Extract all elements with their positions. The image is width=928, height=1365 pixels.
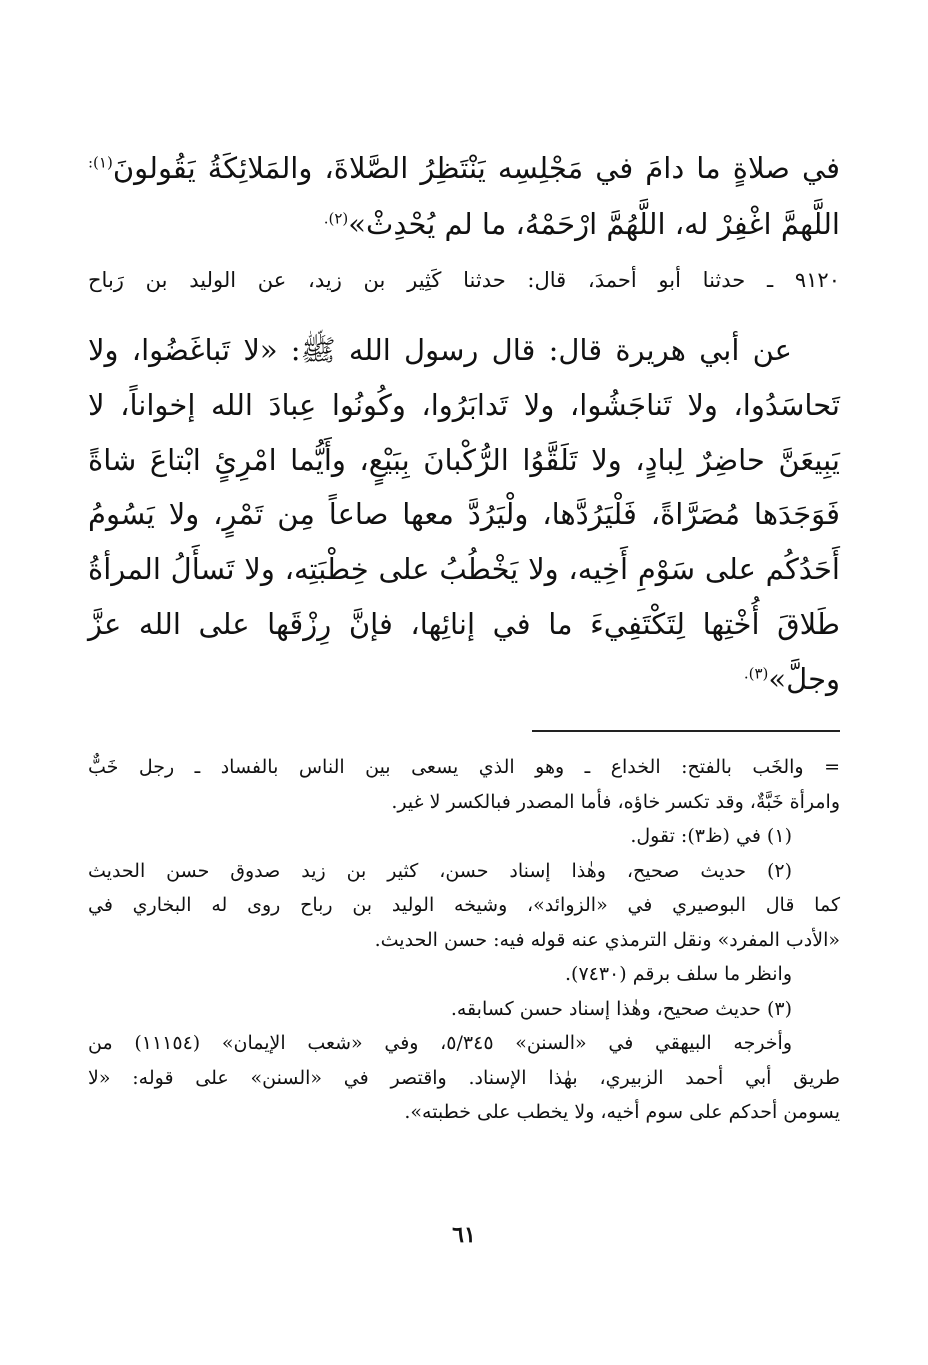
footnote-divider xyxy=(532,730,840,732)
main-text-line: في صلاةٍ ما دامَ في مَجْلِسِه يَنْتَظِرُ الصَّلاةَ، والمَلائِكَةُ يَقُولونَ$^{(١):}$ xyxy=(88,151,840,185)
footnote-line: طريق أبي أحمد الزبيري، بهٰذا الإسناد. واقتصر في «السنن» على قوله: «لا xyxy=(88,1066,840,1089)
footnote-line: (٢) حديث صحيح، وهٰذا إسناد حسن، كثير بن زيد صدوق حسن الحديث xyxy=(88,859,792,882)
hadith-line: تَحاسَدُوا، ولا تَناجَشُوا، ولا تَدابَرُوا، وكُونُوا عِبادَ الله إخواناً، لا xyxy=(88,387,840,422)
hadith-line: يَبِيعَنَّ حاضِرٌ لِبادٍ، ولا تَلَقَّوُا الرُّكْبانَ بِبَيْعٍ، وأَيُّما امْرِئٍ ابْتاعَ شاةً xyxy=(88,442,840,477)
footnote-line: وأخرجه البيهقي في «السنن» ٥/٣٤٥، وفي «شعب الإيمان» (١١١٥٤) من xyxy=(88,1032,793,1054)
footnote-line: وامرأة خَبَّةٌ، وقد تكسر خاؤه، فأما المصدر فبالكسر لا غير. xyxy=(391,790,840,813)
hadith-text xyxy=(88,323,840,707)
hadith-line: وجلَّ»$^{(٣).}$ xyxy=(743,661,840,696)
footnotes xyxy=(88,750,840,1130)
footnote-marker: (١): xyxy=(88,153,113,172)
footnote-line: وانظر ما سلف برقم (٧٤٣٠). xyxy=(564,963,792,985)
footnote-marker: (٢). xyxy=(323,209,349,228)
footnote-line: كما قال البوصيري في «الزوائد»، وشيخه الوليد بن رباح روى له البخاري في xyxy=(88,894,840,916)
footnote-marker: (٣). xyxy=(743,664,769,683)
footnote-line: يسومن أحدكم على سوم أخيه، ولا يخطب على خطبته». xyxy=(404,1101,840,1123)
main-text-continuation xyxy=(88,140,840,252)
hadith-line: فَوَجَدَها مُصَرَّاةً، فَلْيَرُدَّها، ولْيَرُدَّ معها صاعاً مِن تَمْرٍ، ولا يَسُومُ xyxy=(88,497,840,532)
main-text-line: اللَّهمَّ اغْفِرْ له، اللَّهُمَّ ارْحَمْهُ، ما لم يُحْدِثْ»$^{(٢).}$ xyxy=(323,207,840,241)
hadith-line: عن أبي هريرة قال: قال رسول الله ﷺ: «لا تَباغَضُوا، ولا xyxy=(88,333,792,367)
footnote-line: «الأدب المفرد» ونقل الترمذي عنه قوله فيه: حسن الحديث. xyxy=(374,928,840,951)
hadith-line: طَلاقَ أُخْتِها لِتَكْتَفِيءَ ما في إنائِها، فإنَّ رِزْقَها على الله عزَّ xyxy=(88,606,840,641)
hadith-line: أَحَدُكُم على سَوْمِ أَخِيه، ولا يَخْطُبُ على خِطْبَتِه، ولا تَسأَلُ المرأةُ xyxy=(88,552,840,587)
footnote-line: = والخَب بالفتح: الخداع ـ وهو الذي يسعى بين الناس بالفساد ـ رجل خَبٌّ xyxy=(88,756,840,778)
page-number: ٦١ xyxy=(452,1222,476,1248)
hadith-isnad-heading: ٩١٢٠ ـ حدثنا أبو أحمدَ، قال: حدثنا كَثِير بن زيد، عن الوليد بن رَباح xyxy=(88,268,840,292)
footnote-line: (٣) حديث صحيح، وهٰذا إسناد حسن كسابقه. xyxy=(450,997,792,1020)
footnote-line: (١) في (ظ٣): تقول. xyxy=(630,825,792,847)
